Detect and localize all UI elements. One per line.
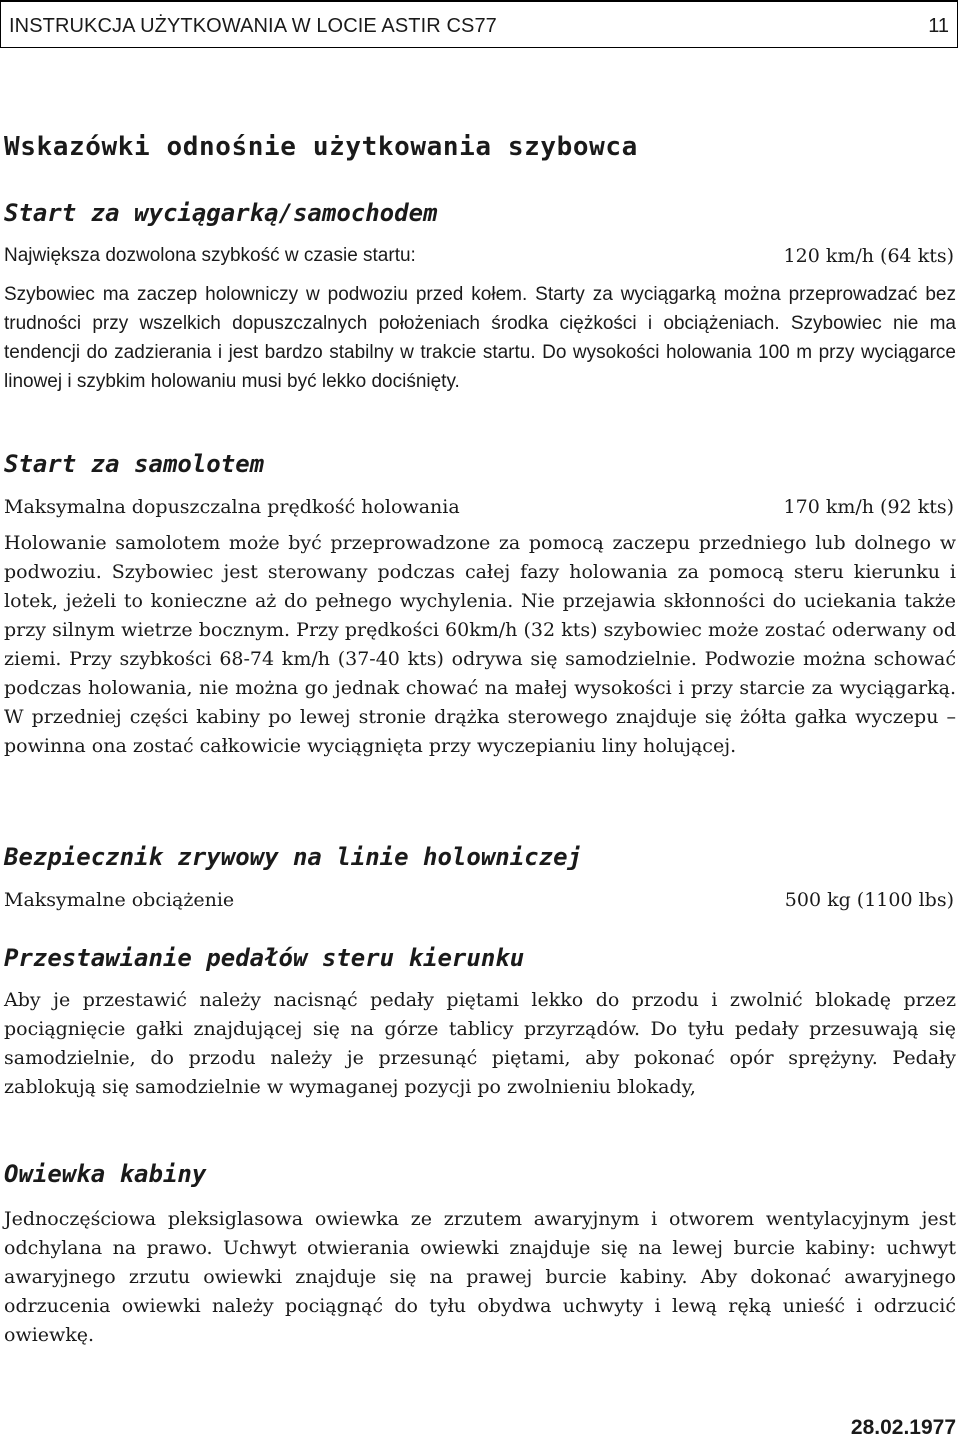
spec-value: 500 kg (1100 lbs) — [784, 889, 954, 911]
paragraph-winch: Szybowiec ma zaczep holowniczy w podwoziu przed kołem. Starty za wyciągarką można przeprowadzać bez trudności przy wszelkich dopuszczalnych położeniach środka ciężkości i obciążeniach. Szybowiec nie ma tendencji do zadzierania i jest bardzo stabilny w trakcie startu. Do wysokości holowania 100 m przy wyciągarce linowej i szybkim holowaniu musi być lekko dociśnięty. — [4, 284, 956, 392]
section-title-pedals: Przestawianie pedałów steru kierunku — [4, 944, 525, 972]
section-title-aerotow: Start za samolotem — [4, 450, 265, 478]
paragraph-aerotow: Holowanie samolotem może być przeprowadzone za pomocą zaczepu przedniego lub dolnego w podwoziu. Szybowiec jest sterowany podczas całej fazy holowania za pomocą steru kierunku i lotek, jeżeli to konieczne aż do pełnego wychylenia. Nie przejawia skłonności do uciekania także przy silnym wietrze bocznym. Przy prędkości 60km/h (32 kts) szybowiec może zostać oderwany od ziemi. Przy szybkości 68-74 km/h (37-40 kts) odrywa się samodzielnie. Podwozie można schować podczas holowania, nie można go jednak chować na małej wysokości i przy starcie za wyciągarką. W przedniej części kabiny po lewej stronie drążka sterowego znajduje się żółta gałka wyczepu – powinna ona zostać całkowicie wyciągnięta przy wyczepianiu liny holującej. — [4, 532, 956, 757]
page-number: 11 — [928, 15, 949, 37]
spec-label: Największa dozwolona szybkość w czasie startu: — [4, 245, 416, 266]
footer-date: 28.02.1977 — [850, 1416, 956, 1439]
paragraph-pedals: Aby je przestawić należy nacisnąć pedały piętami lekko do przodu i zwolnić blokadę przez pociągnięcie gałki znajdującej się na górze tablicy przyrządów. Do tyłu pedały przesuwają się samodzielnie, do przodu należy je przesunąć piętami, aby pokonać opór sprężyny. Pedały zablokują się samodzielnie w wymaganej pozycji po zwolnieniu blokady, — [4, 989, 956, 1098]
paragraph-canopy: Jednoczęściowa pleksiglasowa owiewka ze zrzutem awaryjnym i otworem wentylacyjnym jest odchylana na prawo. Uchwyt otwierania owiewki znajduje się na lewej burcie kabiny: uchwyt awaryjnego zrzutu owiewki znajduje się na prawej burcie kabiny. Aby dokonać awaryjnego odrzucenia owiewki należy pociągnąć do tyłu obydwa uchwyty i lewą ręką unieść i odrzucić owiewkę. — [4, 1208, 956, 1346]
spec-label: Maksymalne obciążenie — [4, 889, 235, 911]
spec-value: 120 km/h (64 kts) — [783, 245, 954, 267]
section-title-weak-link: Bezpiecznik zrywowy na linie holowniczej — [4, 843, 582, 871]
section-title-canopy: Owiewka kabiny — [4, 1160, 207, 1188]
page-title: Wskazówki odnośnie użytkowania szybowca — [4, 132, 638, 162]
spec-label: Maksymalna dopuszczalna prędkość holowania — [4, 496, 460, 518]
page-header — [0, 0, 958, 48]
spec-value: 170 km/h (92 kts) — [783, 496, 954, 518]
header-title: INSTRUKCJA UŻYTKOWANIA W LOCIE ASTIR CS77 — [9, 15, 497, 37]
section-title-winch: Start za wyciągarką/samochodem — [4, 199, 438, 227]
